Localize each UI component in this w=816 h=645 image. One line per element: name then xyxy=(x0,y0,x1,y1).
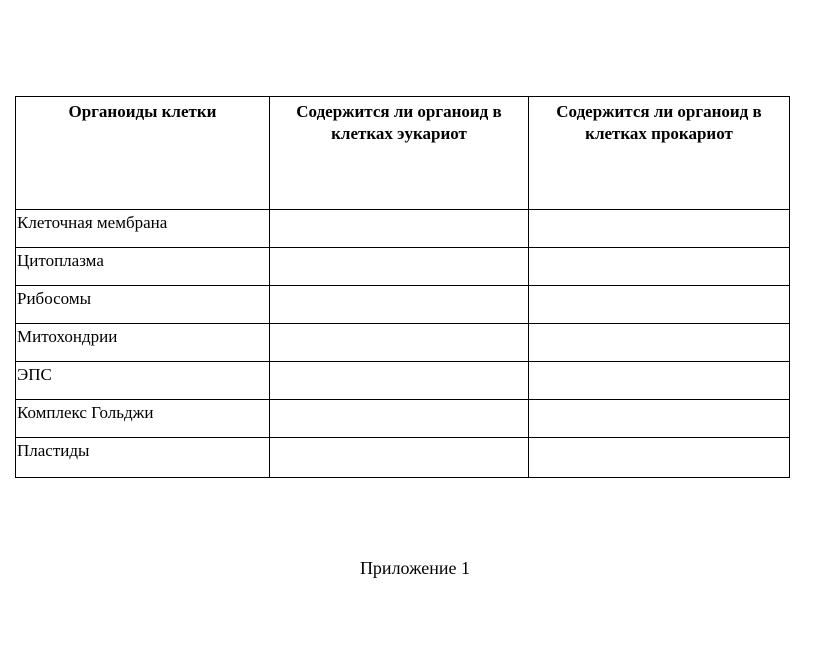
prokaryote-answer-cell[interactable] xyxy=(529,362,790,400)
organelle-name-cell: Пластиды xyxy=(16,438,270,478)
eukaryote-answer-cell[interactable] xyxy=(270,438,529,478)
table-row xyxy=(16,286,790,324)
eukaryote-answer-cell[interactable] xyxy=(270,248,529,286)
prokaryote-answer-cell[interactable] xyxy=(529,438,790,478)
header-prokaryotes: Содержится ли органоид в клетках прокариот xyxy=(529,97,790,210)
table-row xyxy=(16,362,790,400)
table-row xyxy=(16,400,790,438)
organelle-name-cell: Митохондрии xyxy=(16,324,270,362)
prokaryote-answer-cell[interactable] xyxy=(529,324,790,362)
appendix-caption: Приложение 1 xyxy=(359,558,471,578)
table-row xyxy=(16,210,790,248)
eukaryote-answer-cell[interactable] xyxy=(270,324,529,362)
organelle-name-cell: Клеточная мембрана xyxy=(16,210,270,248)
header-organelles: Органоиды клетки xyxy=(16,97,270,210)
prokaryote-answer-cell[interactable] xyxy=(529,210,790,248)
prokaryote-answer-cell[interactable] xyxy=(529,400,790,438)
table-row xyxy=(16,438,790,478)
eukaryote-answer-cell[interactable] xyxy=(270,362,529,400)
eukaryote-answer-cell[interactable] xyxy=(270,210,529,248)
organelle-name-cell: Цитоплазма xyxy=(16,248,270,286)
organelle-name-cell: Комплекс Гольджи xyxy=(16,400,270,438)
table-row xyxy=(16,248,790,286)
header-eukaryotes: Содержится ли органоид в клетках эукариот xyxy=(270,97,529,210)
prokaryote-answer-cell[interactable] xyxy=(529,286,790,324)
organelle-name-cell: Рибосомы xyxy=(16,286,270,324)
eukaryote-answer-cell[interactable] xyxy=(270,400,529,438)
organelle-table xyxy=(15,96,790,478)
table-row xyxy=(16,324,790,362)
table-header-row xyxy=(16,97,790,210)
prokaryote-answer-cell[interactable] xyxy=(529,248,790,286)
eukaryote-answer-cell[interactable] xyxy=(270,286,529,324)
organelle-name-cell: ЭПС xyxy=(16,362,270,400)
